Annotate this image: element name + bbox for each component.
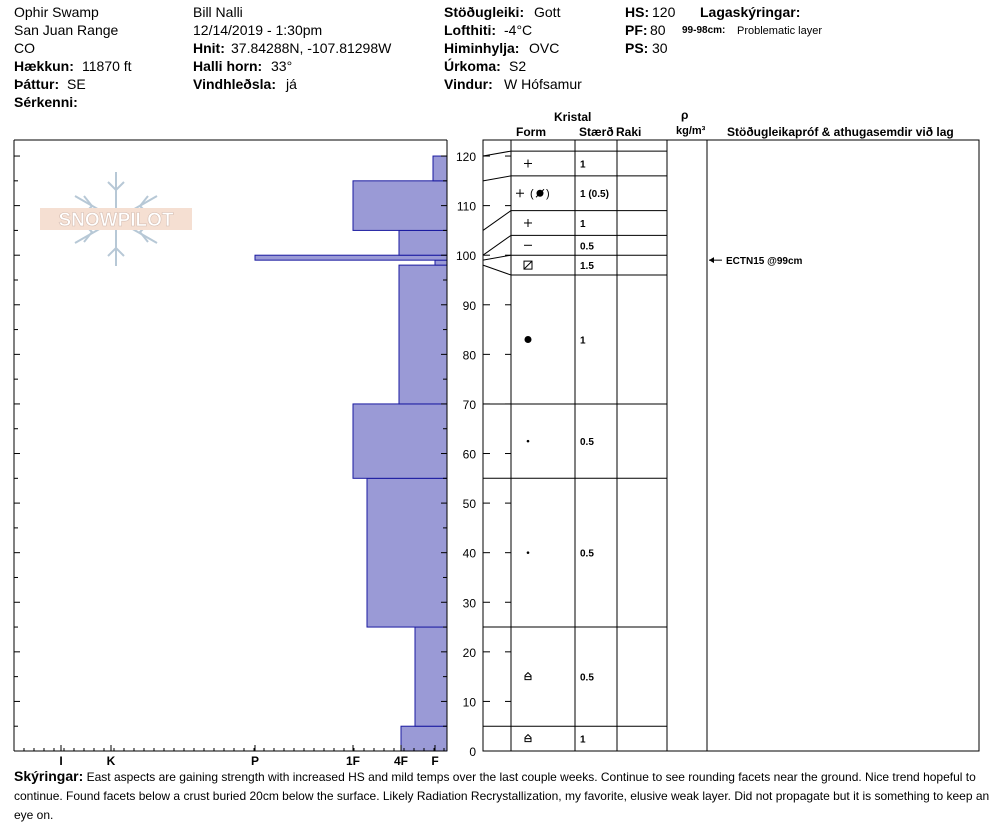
hardness-tick-label: K	[106, 754, 116, 768]
precip-value: S2	[509, 58, 527, 74]
small-dot-icon	[527, 551, 530, 554]
test-arrow-head	[709, 257, 714, 263]
crystal-header: Kristal	[554, 110, 592, 124]
layer-connector	[483, 151, 511, 156]
air-temp-value: -4°C	[504, 22, 533, 38]
hardness-bar	[367, 478, 447, 627]
depth-tick-label: 0	[469, 745, 476, 759]
depth-tick-label: 50	[462, 497, 476, 512]
icon-dot	[527, 440, 530, 443]
aspect-label: Þáttur:	[14, 76, 60, 92]
tests-header: Stöðugleikapróf & athugasemdir við lag	[727, 125, 954, 139]
features-label: Sérkenni:	[14, 94, 78, 110]
hardness-tick-label: 4F	[393, 754, 409, 768]
hardness-bar	[435, 260, 447, 265]
stability-label: Stöðugleiki:	[444, 4, 525, 20]
crystal-size: 0.5	[580, 241, 594, 253]
depth-tick-label: 30	[462, 596, 476, 611]
logo-text: SNOWPILOT	[58, 210, 174, 231]
icon-dot	[525, 336, 532, 343]
hardness-tick-label: 1F	[345, 754, 361, 768]
wind-loading-value: já	[286, 76, 297, 92]
hardness-bar	[399, 265, 447, 404]
icon-paren: (	[530, 188, 534, 201]
slope-value: 33°	[271, 58, 293, 74]
form-header: Form	[516, 125, 546, 139]
snowpilot-logo	[40, 172, 192, 266]
observation-datetime: 12/14/2019 - 1:30pm	[193, 22, 323, 38]
test-result-label: ECTN15 @99cm	[726, 256, 803, 268]
depth-tick-label: 40	[462, 546, 476, 561]
ps-label: PS:	[625, 40, 649, 56]
hardness-tick-label: F	[431, 754, 439, 768]
depth-hoar-icon	[525, 735, 531, 742]
observer-name: Bill Nalli	[193, 4, 243, 20]
elevation-label: Hækkun:	[14, 58, 74, 74]
small-dot-icon	[527, 440, 530, 443]
hardness-bar	[353, 181, 447, 231]
depth-tick-label: 80	[462, 348, 476, 363]
aspect-value: SE	[67, 76, 86, 92]
stability-value: Gott	[534, 4, 561, 20]
legend-label: Lagaskýringar:	[700, 4, 801, 20]
hardness-bar	[415, 627, 447, 726]
layer-connector	[483, 235, 511, 255]
new-snow-mixed-icon	[516, 188, 550, 200]
legend-text: Problematic layer	[737, 25, 822, 37]
layer-connector	[483, 265, 511, 275]
depth-tick-label: 110	[456, 199, 476, 214]
crystal-size: 0.5	[580, 437, 594, 449]
depth-tick-label: 90	[462, 298, 476, 313]
table-frame	[483, 140, 979, 751]
crystal-size: 1	[580, 335, 586, 347]
wind-loading-label: Vindhleðsla:	[193, 76, 276, 92]
layer-connector	[483, 176, 511, 181]
new-snow-icon	[524, 219, 532, 227]
layer-table	[483, 140, 979, 751]
wind-label: Vindur:	[444, 76, 493, 92]
faceted-square-icon	[524, 261, 532, 269]
legend-range: 99-98cm:	[682, 25, 726, 36]
sky-value: OVC	[529, 40, 560, 56]
depth-tick-label: 60	[462, 447, 476, 462]
icon-stroke	[525, 673, 531, 680]
crystal-size: 1	[580, 734, 586, 746]
round-grain-icon	[525, 336, 532, 343]
hardness-tick-label: P	[250, 754, 260, 768]
crystal-size: 1	[580, 218, 586, 230]
depth-tick-label: 120	[455, 150, 476, 165]
hardness-bar	[401, 726, 447, 751]
comments-section	[14, 767, 994, 825]
range-name: San Juan Range	[14, 22, 119, 38]
depth-hoar-icon	[525, 673, 531, 680]
crystal-size: 1 (0.5)	[580, 189, 609, 201]
hs-label: HS:	[625, 4, 650, 20]
precip-label: Úrkoma:	[444, 58, 501, 74]
wind-value: W Hófsamur	[504, 76, 582, 92]
depth-tick-label: 70	[462, 397, 476, 412]
ps-value: 30	[652, 40, 668, 56]
moisture-header: Raki	[616, 125, 642, 139]
comments-label: Skýringar:	[14, 768, 84, 784]
hardness-bar	[399, 230, 447, 255]
crystal-size: 0.5	[580, 548, 594, 560]
coords-value: 37.84288N, -107.81298W	[231, 40, 392, 56]
icon-dot	[527, 551, 530, 554]
pf-label: PF:	[625, 22, 648, 38]
hardness-bar	[353, 404, 447, 478]
hardness-tick-label: I	[59, 754, 63, 768]
density-unit-header: kg/m³	[676, 125, 706, 137]
icon-stroke	[525, 735, 531, 742]
pf-value: 80	[650, 22, 666, 38]
hardness-bar	[255, 255, 447, 260]
crystal-size: 1.5	[580, 261, 594, 273]
slope-label: Halli horn:	[193, 58, 263, 74]
hardness-profile	[255, 156, 447, 751]
sky-label: Himinhylja:	[444, 40, 520, 56]
hs-value: 120	[652, 4, 676, 20]
comments-text: East aspects are gaining strength with increased HS and mild temps over the last couple weeks. Continue to see rounding facets near the ground. Nice trend hopeful to continue. Found facets below a crust buried 20cm below the surface. Likely Radiation Recrystallization, my favorite, elusive weak layer. Did not propagate but it is something to keep an eye on.	[14, 770, 990, 822]
state-name: CO	[14, 40, 35, 56]
location-name: Ophir Swamp	[14, 4, 99, 20]
depth-tick-label: 10	[462, 695, 476, 710]
icon-paren: )	[546, 188, 550, 201]
layer-connector	[483, 255, 511, 260]
hardness-bar	[433, 156, 447, 181]
depth-tick-label: 20	[462, 645, 476, 660]
new-snow-icon	[524, 159, 532, 167]
layer-connector	[483, 211, 511, 231]
rho-header: ρ	[681, 108, 689, 122]
depth-tick-label: 100	[455, 249, 476, 264]
size-header: Stærð	[579, 125, 614, 139]
crystal-size: 0.5	[580, 672, 594, 684]
icon-stroke	[524, 261, 532, 269]
air-temp-label: Lofthiti:	[444, 22, 497, 38]
coords-label: Hnit:	[193, 40, 225, 56]
elevation-value: 11870 ft	[82, 58, 132, 74]
crystal-size: 1	[580, 159, 586, 171]
